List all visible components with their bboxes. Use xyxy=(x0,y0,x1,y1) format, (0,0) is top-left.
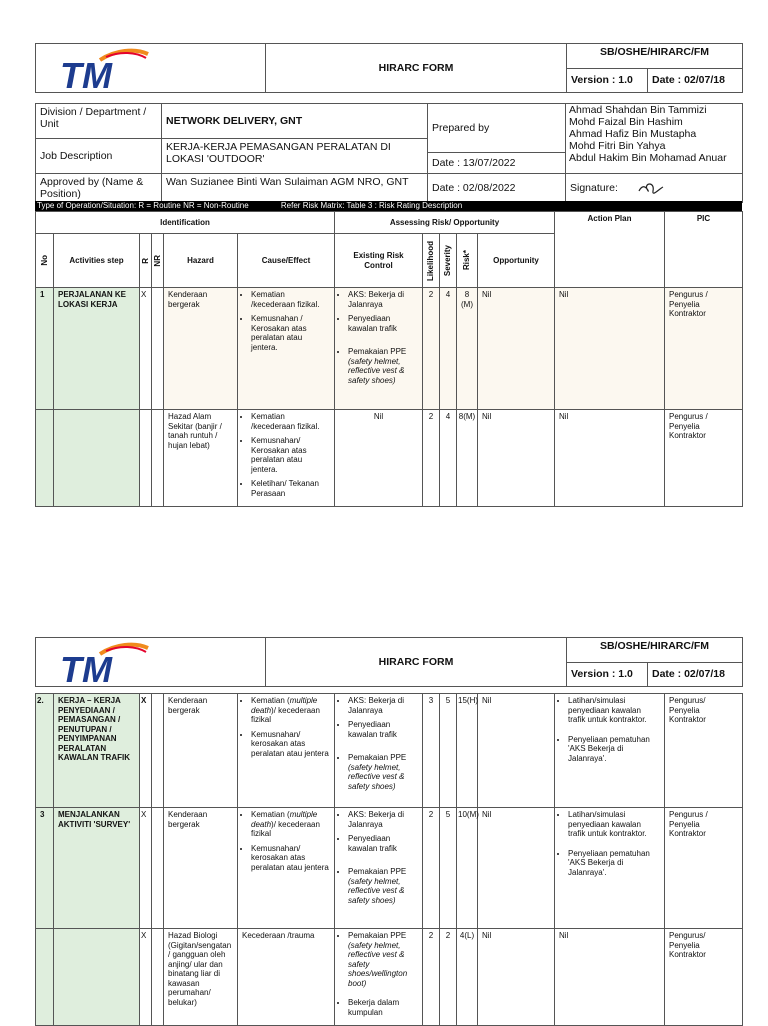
likelihood-header: Likelihood xyxy=(423,234,440,288)
preparer: Ahmad Hafiz Bin Mustapha xyxy=(569,128,697,140)
division-label: Division / Department / Unit xyxy=(36,104,162,139)
control-item: • AKS: Bekerja di Jalanraya xyxy=(348,290,418,309)
likelihood-value: 2 xyxy=(423,410,440,507)
approved-date: Date : 02/08/2022 xyxy=(428,174,566,203)
cause-cell xyxy=(238,808,335,929)
control-cell xyxy=(335,288,423,410)
prepared-label: Prepared by xyxy=(428,104,566,153)
pic-value: Pengurus/ Penyelia Kontraktor xyxy=(665,929,743,1026)
signature-icon xyxy=(635,177,665,199)
risk-value: 15(H) xyxy=(457,694,478,808)
hazard-header: Hazard xyxy=(164,234,238,288)
nr-mark xyxy=(152,808,164,929)
control-item: • Penyediaan kawalan trafik xyxy=(348,720,418,739)
row-no: 2. xyxy=(36,694,54,808)
doc-code: SB/OSHE/HIRARC/FM xyxy=(567,638,743,663)
tm-logo-icon xyxy=(40,46,160,90)
control-item: • Penyediaan kawalan trafik xyxy=(348,314,418,333)
form-title: HIRARC FORM xyxy=(266,638,567,687)
control-item: • Pemakaian PPE (safety helmet, reflective vest & safety shoes/wellington boot) xyxy=(348,931,418,988)
nr-mark xyxy=(152,288,164,410)
preparer: Mohd Faizal Bin Hashim xyxy=(569,116,683,128)
severity-value: 4 xyxy=(440,288,457,410)
r-mark: X xyxy=(140,808,152,929)
r-mark: X xyxy=(140,929,152,1026)
hazard-cell: Kenderaan bergerak xyxy=(164,694,238,808)
preparer: Ahmad Shahdan Bin Tammizi xyxy=(569,104,707,116)
row-no: 1 xyxy=(36,288,54,410)
control-item: • Bekerja dalam kumpulan xyxy=(348,998,418,1017)
cause-item: • Kematian /kecederaan fizikal. xyxy=(251,290,330,309)
action-value: Nil xyxy=(555,410,665,507)
cause-item: • Kemusnahan / Kerosakan atas peralatan atau jentera. xyxy=(251,314,330,352)
pic-header: PIC xyxy=(665,212,743,288)
svg-text:TM: TM xyxy=(60,55,112,90)
control-item: • AKS: Bekerja di Jalanraya xyxy=(348,810,418,829)
opportunity-value: Nil xyxy=(478,929,555,1026)
action-item: • Latihan/simulasi penyediaan kawalan trafik untuk kontraktor. xyxy=(568,810,660,839)
page2-hirarc-table xyxy=(35,693,743,1026)
opportunity-value: Nil xyxy=(478,410,555,507)
severity-header: Severity xyxy=(440,234,457,288)
action-cell xyxy=(555,694,665,808)
control-item: • Pemakaian PPE (safety helmet, reflective vest & safety shoes) xyxy=(348,347,418,385)
r-header: R xyxy=(140,234,152,288)
opportunity-value: Nil xyxy=(478,808,555,929)
activities-header: Activities step xyxy=(54,234,140,288)
page1-header-table xyxy=(35,43,743,93)
pic-value: Pengurus / Penyelia Kontraktor xyxy=(665,288,743,410)
activity-cell: KERJA – KERJA PENYEDIAAN / PEMASANGAN / PENUTUPAN / PENYIMPANAN PERALATAN KAWALAN TRAFIK xyxy=(54,694,140,808)
assessing-header: Assessing Risk/ Opportunity xyxy=(335,212,555,234)
cause-item: • Kemusnahan/ Kerosakan atas peralatan atau jentera. xyxy=(251,436,330,474)
hazard-cell: Hazad Biologi (Gigitan/sengatan / gangguan oleh anjing/ ular dan binatang liar di kawasan perumahan/ belukar) xyxy=(164,929,238,1026)
cause-cell xyxy=(238,410,335,507)
control-cell: Nil xyxy=(335,410,423,507)
job-label: Job Description xyxy=(36,139,162,174)
identification-header: Identification xyxy=(36,212,335,234)
row-no xyxy=(36,410,54,507)
cause-item: • Kematian (multiple death)/ kecederaan fizikal xyxy=(251,696,330,725)
likelihood-value: 2 xyxy=(423,808,440,929)
hazard-cell: Hazad Alam Sekitar (banjir / tanah runtuh / hujan lebat) xyxy=(164,410,238,507)
table-row xyxy=(36,694,743,808)
table-row xyxy=(36,410,743,507)
r-mark xyxy=(140,410,152,507)
preparers-list xyxy=(566,104,743,174)
cause-item: • Kematian (multiple death)/ kecederaan fizikal xyxy=(251,810,330,839)
activity-cell: PERJALANAN KE LOKASI KERJA xyxy=(54,288,140,410)
risk-header: Risk* xyxy=(457,234,478,288)
severity-value: 2 xyxy=(440,929,457,1026)
severity-value: 5 xyxy=(440,694,457,808)
version-label: Version : 1.0 xyxy=(567,68,648,93)
opportunity-header: Opportunity xyxy=(478,234,555,288)
nr-mark xyxy=(152,929,164,1026)
page1-info-table xyxy=(35,103,743,203)
cause-item: • Kemusnahan/ kerosakan atas peralatan atau jentera xyxy=(251,844,330,873)
likelihood-value: 2 xyxy=(423,288,440,410)
opportunity-value: Nil xyxy=(478,694,555,808)
pic-value: Pengurus / Penyelia Kontraktor xyxy=(665,410,743,507)
nr-mark xyxy=(152,410,164,507)
action-item: • Penyeliaan pematuhan 'AKS Bekerja di Jalanraya'. xyxy=(568,735,660,764)
control-item: • Pemakaian PPE (safety helmet, reflective vest & safety shoes) xyxy=(348,867,418,905)
prepared-date: Date : 13/07/2022 xyxy=(428,153,566,174)
tm-logo-icon xyxy=(40,640,160,684)
tm-logo xyxy=(36,638,266,687)
likelihood-value: 3 xyxy=(423,694,440,808)
nr-mark xyxy=(152,694,164,808)
date-label: Date : 02/07/18 xyxy=(648,68,743,93)
cause-item: • Kemusnahan/ kerosakan atas peralatan atau jentera xyxy=(251,730,330,759)
r-mark: X xyxy=(140,288,152,410)
risk-matrix-text: Refer Risk Matrix: Table 3 : Risk Rating Description xyxy=(280,201,463,210)
action-item: • Latihan/simulasi penyediaan kawalan trafik untuk kontraktor. xyxy=(568,696,660,725)
row-no xyxy=(36,929,54,1026)
likelihood-value: 2 xyxy=(423,929,440,1026)
control-cell xyxy=(335,929,423,1026)
action-value: Nil xyxy=(555,929,665,1026)
tm-logo xyxy=(36,44,266,93)
control-item: • AKS: Bekerja di Jalanraya xyxy=(348,696,418,715)
approved-value: Wan Suzianee Binti Wan Sulaiman AGM NRO, GNT xyxy=(162,174,428,203)
risk-value: 8(M) xyxy=(457,410,478,507)
activity-cell: MENJALANKAN AKTIVITI 'SURVEY' xyxy=(54,808,140,929)
control-cell xyxy=(335,808,423,929)
action-cell xyxy=(555,808,665,929)
date-label: Date : 02/07/18 xyxy=(648,662,743,687)
opportunity-value: Nil xyxy=(478,288,555,410)
pic-value: Pengurus/ Penyelia Kontraktor xyxy=(665,694,743,808)
division-value: NETWORK DELIVERY, GNT xyxy=(162,104,428,139)
existing-control-header: Existing Risk Control xyxy=(335,234,423,288)
control-cell xyxy=(335,694,423,808)
cause-item: • Kematian /kecederaan fizikal. xyxy=(251,412,330,431)
page1-hirarc-table xyxy=(35,211,743,507)
operation-type-bar xyxy=(35,201,742,211)
no-header: No xyxy=(36,234,54,288)
preparer: Abdul Hakim Bin Mohamad Anuar xyxy=(569,152,727,164)
action-plan-header: Action Plan xyxy=(555,212,665,288)
r-mark: X xyxy=(140,694,152,808)
signature-cell xyxy=(566,174,743,203)
action-value: Nil xyxy=(555,288,665,410)
hazard-cell: Kenderaan bergerak xyxy=(164,288,238,410)
job-value: KERJA-KERJA PEMASANGAN PERALATAN DI LOKASI 'OUTDOOR' xyxy=(162,139,428,174)
activity-cell xyxy=(54,929,140,1026)
cause-cell xyxy=(238,288,335,410)
cause-cell: Kecederaan /trauma xyxy=(238,929,335,1026)
approved-label: Approved by (Name & Position) xyxy=(36,174,162,203)
svg-text:TM: TM xyxy=(60,649,112,684)
signature-label: Signature: xyxy=(570,181,618,194)
risk-value: 8 (M) xyxy=(457,288,478,410)
nr-header: NR xyxy=(152,234,164,288)
hazard-cell: Kenderaan bergerak xyxy=(164,808,238,929)
op-type-text: Type of Operation/Situation: R = Routine NR = Non-Routine xyxy=(37,201,249,210)
severity-value: 5 xyxy=(440,808,457,929)
doc-code: SB/OSHE/HIRARC/FM xyxy=(567,44,743,69)
table-row xyxy=(36,808,743,929)
cause-header: Cause/Effect xyxy=(238,234,335,288)
page2-header-table xyxy=(35,637,743,687)
cause-cell xyxy=(238,694,335,808)
table-row xyxy=(36,288,743,410)
severity-value: 4 xyxy=(440,410,457,507)
risk-value: 4(L) xyxy=(457,929,478,1026)
form-title: HIRARC FORM xyxy=(266,44,567,93)
pic-value: Pengurus / Penyelia Kontraktor xyxy=(665,808,743,929)
activity-cell xyxy=(54,410,140,507)
control-item: • Penyediaan kawalan trafik xyxy=(348,834,418,853)
cause-item: • Keletihan/ Tekanan Perasaan xyxy=(251,479,330,498)
control-item: • Pemakaian PPE (safety helmet, reflective vest & safety shoes) xyxy=(348,753,418,791)
table-row xyxy=(36,929,743,1026)
row-no: 3 xyxy=(36,808,54,929)
preparer: Mohd Fitri Bin Yahya xyxy=(569,140,666,152)
action-item: • Penyeliaan pematuhan 'AKS Bekerja di Jalanraya'. xyxy=(568,849,660,878)
risk-value: 10(M) xyxy=(457,808,478,929)
version-label: Version : 1.0 xyxy=(567,662,648,687)
